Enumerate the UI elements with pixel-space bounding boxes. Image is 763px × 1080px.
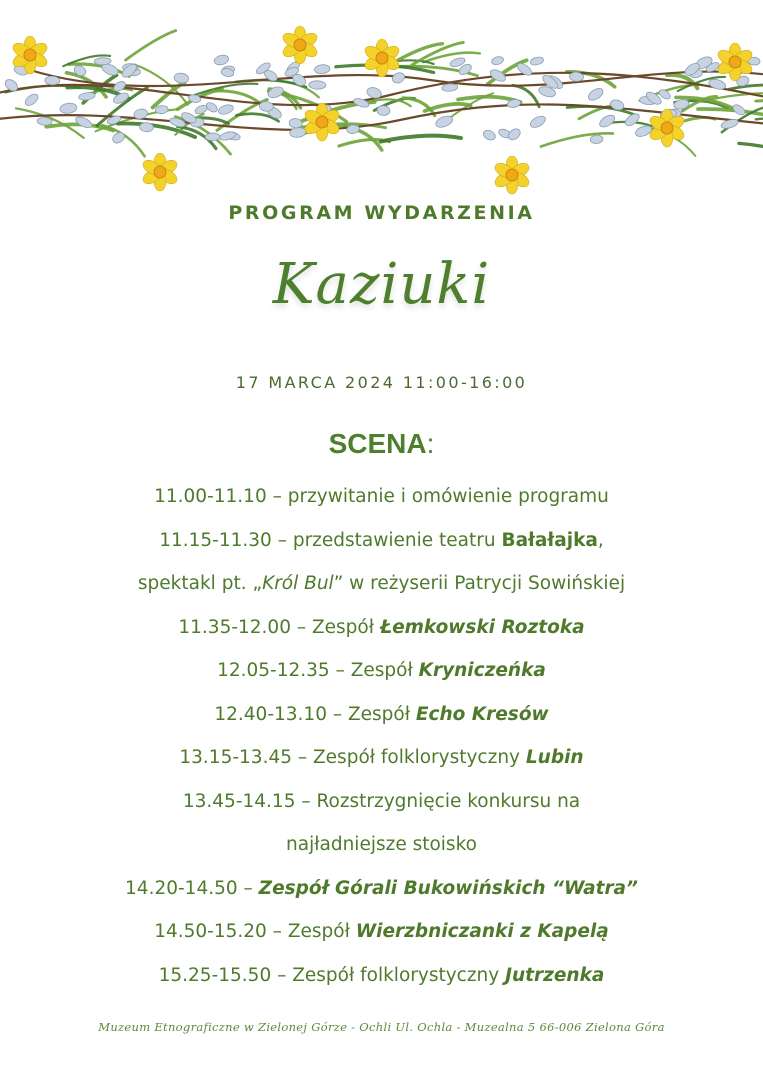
program-list [0, 481, 763, 1003]
performer-name: Jutrzenka [505, 964, 605, 986]
performer-name: Bałałajka [501, 529, 598, 551]
performer-name: Łemkowski Roztoka [379, 616, 585, 638]
event-label: PROGRAM WYDARZENIA [228, 202, 535, 224]
performer-name: Wierzbniczanki z Kapelą [355, 921, 609, 942]
event-date: 17 MARCA 2024 11:00-16:00 [235, 373, 528, 392]
program-item: 11.00-11.10 – przywitanie i omówienie programu [154, 486, 609, 507]
program-item: 13.45-14.15 – Rozstrzygnięcie konkursu na [182, 790, 581, 812]
program-item: 13.15-13.45 – Zespół folklorystyczny Lubin [179, 747, 584, 768]
program-item: 12.40-13.10 – Zespół Echo Kresów [214, 703, 549, 725]
section-title [0, 428, 763, 460]
program-item: 12.05-12.35 – Zespół Kryniczeńka [217, 660, 546, 681]
program-item: spektakl pt. „Król Bul” w reżyserii Patrycji Sowińskiej [137, 573, 626, 594]
performer-name: Lubin [525, 747, 584, 768]
program-item: najładniejsze stoisko [286, 834, 477, 855]
performer-name: Echo Kresów [415, 703, 549, 725]
program-item: 11.35-12.00 – Zespół Łemkowski Roztoka [178, 616, 585, 638]
program-item: 14.20-14.50 – Zespół Górali Bukowińskich “Watra” [125, 877, 638, 899]
footer-address: Muzeum Etnograficzne w Zielonej Górze - Ochli Ul. Ochla - Muzealna 5 66-006 Zielona Góra [98, 1020, 665, 1034]
program-item: 11.15-11.30 – przedstawienie teatru Bałałajka, [159, 529, 604, 551]
program-item: 15.25-15.50 – Zespół folklorystyczny Jutrzenka [158, 964, 605, 986]
floral-garland [0, 0, 763, 210]
section-title-colon: : [426, 428, 435, 459]
program-item: 14.50-15.20 – Zespół Wierzbniczanki z Kapelą [154, 921, 609, 942]
section-title-text: SCENA [328, 428, 427, 459]
performer-name: Kryniczeńka [418, 660, 546, 681]
performer-name: Zespół Górali Bukowińskich “Watra” [258, 877, 638, 899]
event-title: Kaziuki [272, 252, 491, 317]
play-title: Król Bul [262, 573, 334, 594]
